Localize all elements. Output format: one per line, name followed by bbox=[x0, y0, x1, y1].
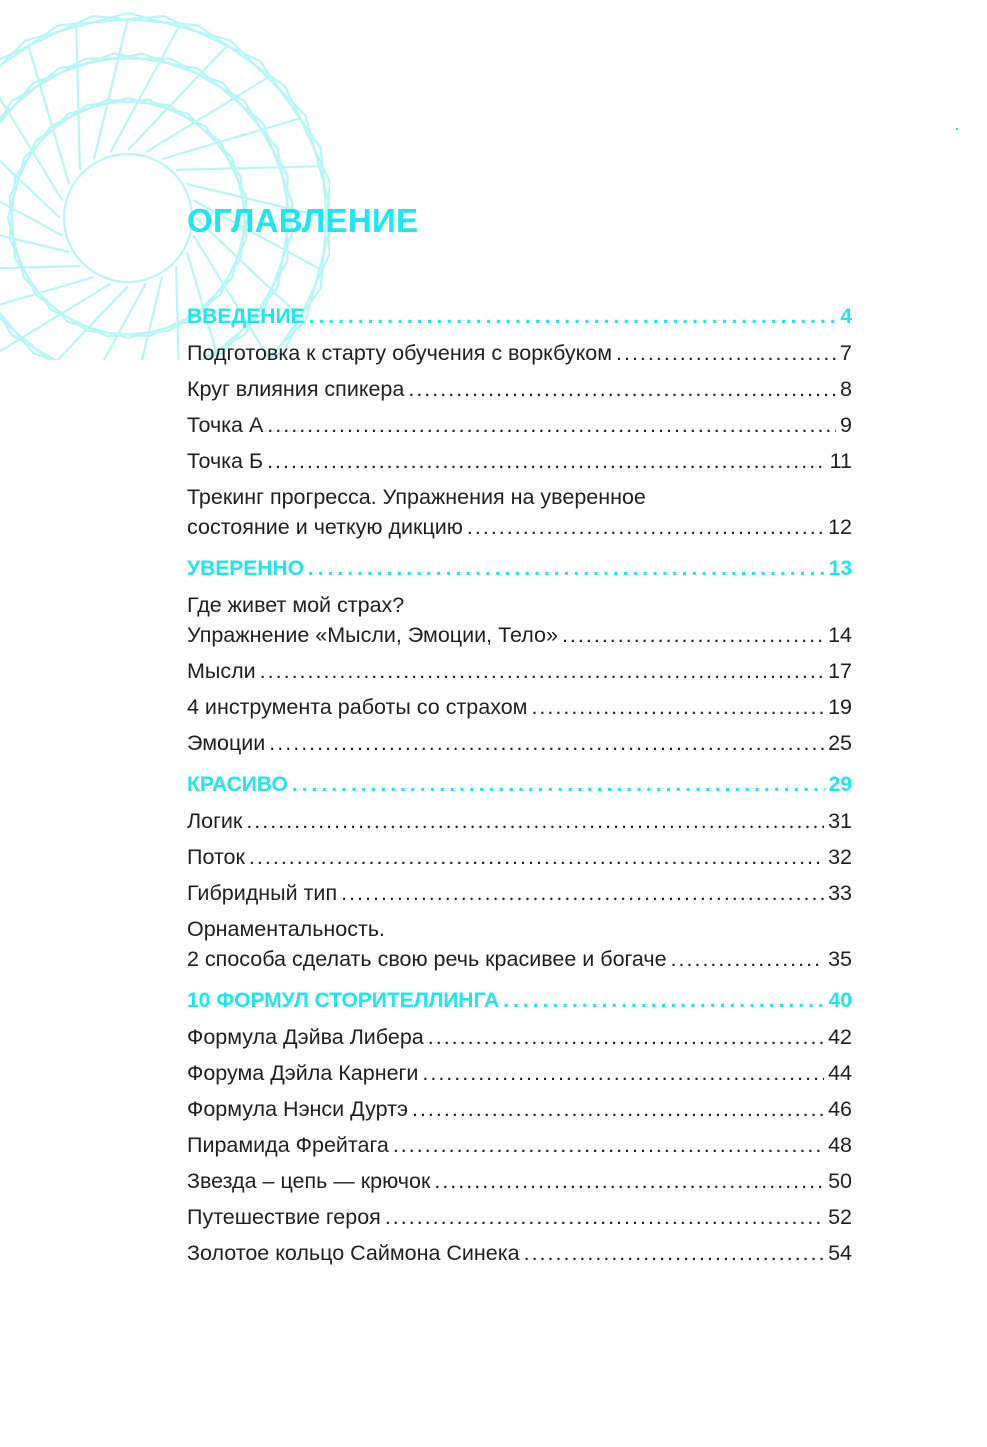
dot-leader bbox=[309, 302, 837, 332]
toc-page-number: 42 bbox=[828, 1025, 852, 1049]
margin-mark bbox=[956, 128, 958, 130]
toc-page-number: 48 bbox=[828, 1133, 852, 1157]
dot-leader bbox=[249, 842, 824, 872]
toc-entry-title: Мысли bbox=[187, 659, 256, 683]
toc-item[interactable] bbox=[187, 728, 852, 758]
toc-page-number: 50 bbox=[828, 1169, 852, 1193]
toc-entry-title: Золотое кольцо Саймона Синека bbox=[187, 1241, 520, 1265]
toc-item[interactable] bbox=[187, 914, 852, 974]
toc-item[interactable] bbox=[187, 656, 852, 686]
toc-item[interactable] bbox=[187, 1166, 852, 1196]
toc-item-title-line: Где живет мой страх? bbox=[187, 593, 405, 617]
toc-entry-title: 2 способа сделать свою речь красивее и богаче bbox=[187, 947, 667, 971]
toc-entry-title: Точка А bbox=[187, 413, 264, 437]
toc-entry-title: Логик bbox=[187, 809, 243, 833]
toc-entry-title: состояние и четкую дикцию bbox=[187, 515, 463, 539]
toc-entry-title: Пирамида Фрейтага bbox=[187, 1133, 389, 1157]
dot-leader bbox=[412, 1094, 824, 1124]
toc-item[interactable] bbox=[187, 338, 852, 368]
toc-entry-title: Упражнение «Мысли, Эмоции, Тело» bbox=[187, 623, 558, 647]
toc-page-number: 4 bbox=[840, 305, 852, 328]
toc-item-title-line: Орнаментальность. bbox=[187, 917, 386, 941]
toc-page-number: 40 bbox=[828, 989, 852, 1012]
table-of-contents bbox=[187, 302, 852, 1268]
toc-item[interactable] bbox=[187, 842, 852, 872]
dot-leader bbox=[393, 1130, 824, 1160]
toc-page-number: 12 bbox=[828, 515, 852, 539]
toc-section[interactable] bbox=[187, 302, 852, 332]
toc-item[interactable] bbox=[187, 410, 852, 440]
dot-leader bbox=[267, 410, 836, 440]
toc-page-number: 11 bbox=[829, 449, 852, 473]
toc-page-number: 32 bbox=[828, 845, 852, 869]
toc-page-number: 35 bbox=[828, 947, 852, 971]
toc-entry-title: Эмоции bbox=[187, 731, 266, 755]
toc-item[interactable] bbox=[187, 1022, 852, 1052]
dot-leader bbox=[562, 620, 824, 650]
dot-leader bbox=[434, 1166, 824, 1196]
dot-leader bbox=[246, 806, 824, 836]
toc-page-number: 52 bbox=[828, 1205, 852, 1229]
dot-leader bbox=[308, 554, 825, 584]
toc-item[interactable] bbox=[187, 374, 852, 404]
toc-item[interactable] bbox=[187, 590, 852, 650]
dot-leader bbox=[503, 986, 824, 1016]
toc-entry-title: Форума Дэйла Карнеги bbox=[187, 1061, 419, 1085]
toc-entry-title: 10 ФОРМУЛ СТОРИТЕЛЛИНГА bbox=[187, 989, 500, 1012]
toc-page-number: 19 bbox=[828, 695, 852, 719]
toc-entry-title: Формула Дэйва Либера bbox=[187, 1025, 424, 1049]
dot-leader bbox=[341, 878, 824, 908]
toc-page-number: 33 bbox=[828, 881, 852, 905]
toc-section[interactable] bbox=[187, 770, 852, 800]
toc-item[interactable] bbox=[187, 878, 852, 908]
toc-page-number: 8 bbox=[840, 377, 852, 401]
toc-page-number: 25 bbox=[828, 731, 852, 755]
toc-item[interactable] bbox=[187, 1130, 852, 1160]
toc-entry-title: Подготовка к старту обучения с воркбуком bbox=[187, 341, 613, 365]
page-title: ОГЛАВЛЕНИЕ bbox=[187, 202, 419, 239]
dot-leader bbox=[269, 728, 824, 758]
toc-page-number: 14 bbox=[828, 623, 852, 647]
toc-page-number: 17 bbox=[828, 659, 852, 683]
dot-leader bbox=[267, 446, 826, 476]
toc-page-number: 44 bbox=[828, 1061, 852, 1085]
toc-page-number: 13 bbox=[828, 557, 852, 580]
toc-item[interactable] bbox=[187, 1058, 852, 1088]
toc-item[interactable] bbox=[187, 1094, 852, 1124]
toc-entry-title: Гибридный тип bbox=[187, 881, 338, 905]
dot-leader bbox=[531, 692, 824, 722]
toc-entry-title: 4 инструмента работы со страхом bbox=[187, 695, 528, 719]
toc-page-number: 31 bbox=[828, 809, 852, 833]
toc-item[interactable] bbox=[187, 1202, 852, 1232]
toc-item[interactable] bbox=[187, 1238, 852, 1268]
toc-section[interactable] bbox=[187, 554, 852, 584]
dot-leader bbox=[422, 1058, 824, 1088]
dot-leader bbox=[467, 512, 824, 542]
dot-leader bbox=[260, 656, 824, 686]
toc-page-number: 29 bbox=[828, 773, 852, 796]
toc-entry-title: КРАСИВО bbox=[187, 773, 288, 796]
dot-leader bbox=[408, 374, 836, 404]
dot-leader bbox=[524, 1238, 824, 1268]
toc-entry-title: ВВЕДЕНИЕ bbox=[187, 305, 305, 328]
toc-section[interactable] bbox=[187, 986, 852, 1016]
toc-entry-title: Путешествие героя bbox=[187, 1205, 381, 1229]
toc-page-number: 7 bbox=[840, 341, 852, 365]
toc-entry-title: Точка Б bbox=[187, 449, 264, 473]
toc-item-title-line: Трекинг прогресса. Упражнения на уверенное bbox=[187, 485, 646, 509]
toc-page-number: 54 bbox=[828, 1241, 852, 1265]
dot-leader bbox=[616, 338, 836, 368]
dot-leader bbox=[292, 770, 825, 800]
toc-item[interactable] bbox=[187, 446, 852, 476]
toc-entry-title: Круг влияния спикера bbox=[187, 377, 405, 401]
toc-item[interactable] bbox=[187, 482, 852, 542]
toc-entry-title: Звезда – цепь — крючок bbox=[187, 1169, 431, 1193]
dot-leader bbox=[385, 1202, 824, 1232]
toc-entry-title: УВЕРЕННО bbox=[187, 557, 304, 580]
toc-item[interactable] bbox=[187, 692, 852, 722]
dot-leader bbox=[671, 944, 825, 974]
toc-page-number: 9 bbox=[840, 413, 852, 437]
toc-entry-title: Формула Нэнси Дуртэ bbox=[187, 1097, 408, 1121]
toc-item[interactable] bbox=[187, 806, 852, 836]
dot-leader bbox=[428, 1022, 824, 1052]
toc-page-number: 46 bbox=[828, 1097, 852, 1121]
toc-entry-title: Поток bbox=[187, 845, 245, 869]
